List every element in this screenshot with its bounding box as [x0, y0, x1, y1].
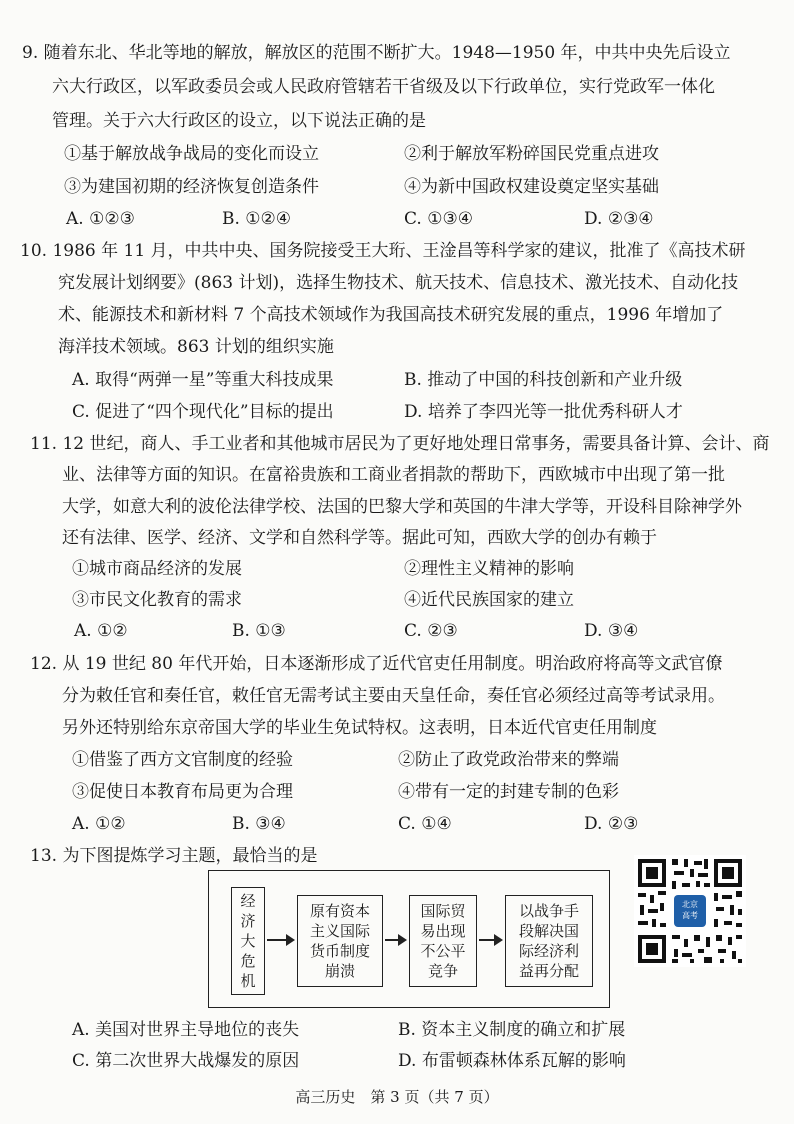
- q11-item-3: ③市民文化教育的需求: [72, 590, 242, 610]
- diagram-box-unfair-trade: [409, 895, 477, 987]
- q11-stem-line-3: 大学，如意大利的波伦法律学校、法国的巴黎大学和英国的牛津大学等，开设科目除神学外: [62, 497, 742, 517]
- q9-item-4: ④为新中国政权建设奠定坚实基础: [404, 177, 659, 197]
- q11-item-2: ②理性主义精神的影响: [404, 559, 574, 579]
- q11-choice-d[interactable]: D. ③④: [584, 621, 639, 641]
- box3-line-1: 国际贸: [420, 902, 466, 920]
- q13-choice-c[interactable]: C. 第二次世界大战爆发的原因: [72, 1051, 300, 1071]
- q11-stem-line-1: 11. 12 世纪，商人、手工业者和其他城市居民为了更好地处理日常事务，需要具备计算、会计、商: [30, 434, 770, 454]
- box1-char-1: 经: [240, 892, 256, 910]
- q10-choice-b[interactable]: B. 推动了中国的科技创新和产业升级: [404, 370, 683, 390]
- arrow-3: [479, 939, 501, 941]
- q12-item-3: ③促使日本教育布局更为合理: [72, 782, 293, 802]
- q11-choice-b[interactable]: B. ①③: [232, 621, 286, 641]
- q10-choice-c[interactable]: C. 促进了“四个现代化”目标的提出: [72, 402, 334, 422]
- qr-logo-line-1: 北京: [682, 900, 698, 909]
- q12-choice-c[interactable]: C. ①④: [398, 814, 452, 834]
- q13-choice-d[interactable]: D. 布雷顿森林体系瓦解的影响: [398, 1051, 626, 1071]
- q10-choice-a[interactable]: A. 取得“两弹一星”等重大科技成果: [72, 370, 334, 390]
- box2-line-4: 崩溃: [324, 962, 355, 980]
- q13-stem: 13. 为下图提炼学习主题，最恰当的是: [30, 846, 318, 866]
- box3-line-4: 竞争: [427, 962, 458, 980]
- box2-line-3: 货币制度: [309, 942, 370, 960]
- box2-line-1: 原有资本: [309, 902, 370, 920]
- q10-stem-line-3: 术、能源技术和新材料 7 个高技术领域作为我国高技术研究发展的重点，1996 年增加了: [58, 305, 724, 325]
- q11-stem-line-4: 还有法律、医学、经济、文学和自然科学等。据此可知，西欧大学的创办有赖于: [62, 528, 657, 548]
- q13-choice-a[interactable]: A. 美国对世界主导地位的丧失: [72, 1020, 300, 1040]
- q9-item-3: ③为建国初期的经济恢复创造条件: [64, 177, 319, 197]
- q12-item-1: ①借鉴了西方文官制度的经验: [72, 750, 293, 770]
- q9-choice-c[interactable]: C. ①③④: [404, 209, 473, 229]
- box4-line-1: 以战争手: [518, 902, 579, 920]
- q9-choice-d[interactable]: D. ②③④: [584, 209, 654, 229]
- arrow-1: [267, 939, 293, 941]
- q11-item-4: ④近代民族国家的建立: [404, 590, 574, 610]
- q10-stem-line-2: 究发展计划纲要》(863 计划)，选择生物技术、航天技术、信息技术、激光技术、自动化技: [58, 273, 739, 293]
- q9-item-1: ①基于解放战争战局的变化而设立: [64, 144, 319, 164]
- q9-stem-line-3: 管理。关于六大行政区的设立，以下说法正确的是: [52, 111, 426, 131]
- flow-diagram: [208, 870, 610, 1008]
- q11-stem-line-2: 业、法律等方面的知识。在富裕贵族和工商业者捐款的帮助下，西欧城市中出现了第一批: [62, 465, 725, 485]
- box3-line-3: 不公平: [420, 942, 466, 960]
- q11-choice-a[interactable]: A. ①②: [74, 621, 128, 641]
- arrow-2: [385, 939, 405, 941]
- box1-char-2: 济: [240, 912, 256, 930]
- q10-stem-line-4: 海洋技术领域。863 计划的组织实施: [58, 337, 334, 357]
- box4-line-2: 段解决国: [518, 922, 579, 940]
- q9-stem-line-1: 9. 随着东北、华北等地的解放，解放区的范围不断扩大。1948—1950 年，中共中央先后设立: [22, 43, 731, 63]
- q12-choice-b[interactable]: B. ③④: [232, 814, 286, 834]
- q12-choice-d[interactable]: D. ②③: [584, 814, 639, 834]
- qr-code[interactable]: [634, 855, 746, 967]
- q9-stem-line-2: 六大行政区，以军政委员会或人民政府管辖若干省级及以下行政单位，实行党政军一体化: [52, 77, 715, 97]
- diagram-box-war-redistribution: [505, 895, 593, 987]
- box1-char-5: 机: [240, 972, 256, 990]
- box2-line-2: 主义国际: [309, 922, 370, 940]
- qr-logo: [674, 895, 706, 927]
- q12-item-4: ④带有一定的封建专制的色彩: [398, 782, 619, 802]
- q11-item-1: ①城市商品经济的发展: [72, 559, 242, 579]
- q9-item-2: ②利于解放军粉碎国民党重点进攻: [404, 144, 659, 164]
- q9-choice-a[interactable]: A. ①②③: [66, 209, 135, 229]
- q12-stem-line-1: 12. 从 19 世纪 80 年代开始，日本逐渐形成了近代官吏任用制度。明治政府将高等文武官僚: [30, 654, 723, 674]
- q10-stem-line-1: 10. 1986 年 11 月，中共中央、国务院接受王大珩、王淦昌等科学家的建议，批准了《高技术研: [20, 241, 746, 261]
- q9-choice-b[interactable]: B. ①②④: [222, 209, 292, 229]
- box4-line-3: 际经济利: [518, 942, 579, 960]
- q12-choice-a[interactable]: A. ①②: [72, 814, 126, 834]
- box3-line-2: 易出现: [420, 922, 466, 940]
- q10-choice-d[interactable]: D. 培养了李四光等一批优秀科研人才: [404, 402, 683, 422]
- diagram-box-economic-crisis: [231, 887, 265, 995]
- box4-line-4: 益再分配: [518, 962, 579, 980]
- box1-char-4: 危: [240, 952, 256, 970]
- q13-choice-b[interactable]: B. 资本主义制度的确立和扩展: [398, 1020, 626, 1040]
- box1-char-3: 大: [240, 932, 256, 950]
- q12-item-2: ②防止了政党政治带来的弊端: [398, 750, 619, 770]
- qr-logo-line-2: 高考: [682, 911, 698, 920]
- q11-choice-c[interactable]: C. ②③: [404, 621, 458, 641]
- q12-stem-line-3: 另外还特别给东京帝国大学的毕业生免试特权。这表明，日本近代官吏任用制度: [62, 718, 657, 738]
- q12-stem-line-2: 分为敕任官和奏任官，敕任官无需考试主要由天皇任命，奏任官必须经过高等考试录用。: [62, 686, 725, 706]
- diagram-box-currency-collapse: [297, 895, 383, 987]
- page-footer: 高三历史 第 3 页（共 7 页）: [295, 1088, 499, 1106]
